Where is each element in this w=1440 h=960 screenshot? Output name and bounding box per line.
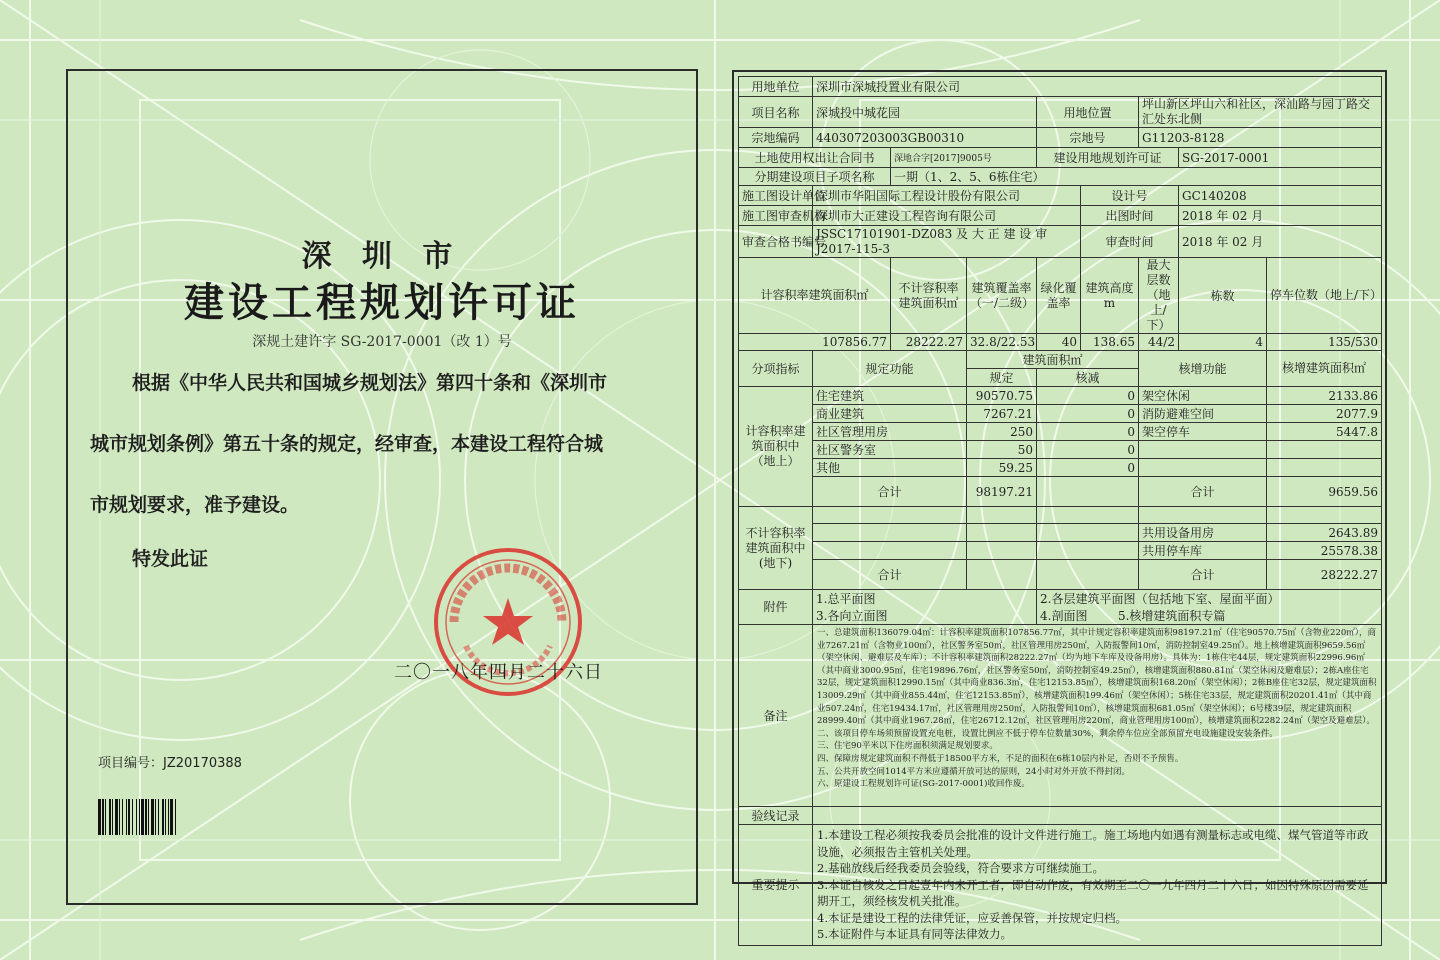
row-area-header-1: 分项指标 规定功能 建筑面积㎡ 核增功能 核增建筑面积㎡ (739, 351, 1382, 369)
above-row: 计容积率建筑面积中（地上） 住宅建筑 90570.75 0 架空休闲 2133.86 (739, 387, 1382, 405)
city-heading: 深 圳 市 (301, 239, 463, 274)
row-design-unit: 施工图设计单位 深圳市华阳国际工程设计股份有限公司 设计号 GC140208 (739, 186, 1382, 206)
certificate-body (90, 353, 680, 536)
row-review-cert: 审查合格书编号 JSSC17101901-DZ083 及 大 正 建 设 审 J2017-115-3 审查时间 2018 年 02 月 (739, 226, 1382, 258)
certificate-number: 深规土建许字 SG-2017-0001（改 1）号 (252, 334, 512, 350)
certificate-title: 建设工程规划许可证 (184, 280, 580, 326)
below-row: 不计容积率建筑面积中(地下) (739, 507, 1382, 524)
above-row: 商业建筑 7267.21 0 消防避难空间 2077.9 (739, 405, 1382, 423)
attachments-row: 附件 1.总平面图 2.各层建筑平面图（包括地下室、屋面平面） (739, 590, 1382, 608)
reminders-row: 重要提示 1.本建设工程必须按我委员会批准的设计文件进行施工。施工场地内如遇有测量标志或电缆、煤气管道等市政设施，必须报告主管机关处理。 2.基础放线后经我委员会验线，符合要求方可继续施工。 3.本证自核发之日起壹年内未开工者，即自动作废，有效期至二〇一九年四月二十六日；如因特殊原因需要延期开工，须经核发机关批准。 4.本证是建设工程的法律凭证，应妥善保管，并按规定归档。 5.本证附件与本证具有同等法律效力。 (739, 825, 1382, 946)
above-total-row: 合计 98197.21 合计 9659.56 (739, 477, 1382, 507)
row-project-name: 项目名称 深城投中城花园 用地位置 坪山新区坪山六和社区，深汕路与园丁路交汇处东北侧 (739, 97, 1382, 128)
row-stats-values: 107856.77 28222.27 32.8/22.53 40 138.65 44/2 4 135/530 (739, 334, 1382, 351)
row-land-contract: 土地使用权出让合同书 深地合字[2017]9005号 建设用地规划许可证 SG-2017-0001 (739, 148, 1382, 168)
below-total-row: 合计 合计 28222.27 (739, 560, 1382, 590)
attachments-row: 3.各向立面图 4.剖面图 5.核增建筑面积专篇 (739, 607, 1382, 625)
row-stats-headers: 计容积率建筑面积㎡ 不计容积率建筑面积㎡ 建筑覆盖率（一/二级） 绿化覆盖率 建筑高度m 最大层数（地上/下） 栋数 停车位数（地上/下） (739, 258, 1382, 334)
below-row: 共用设备用房 2643.89 (739, 524, 1382, 542)
body-line-1: 根据《中华人民共和国城乡规划法》第四十条和《深圳市 (132, 372, 608, 394)
above-row: 其他 59.25 0 (739, 459, 1382, 477)
row-review-agency: 施工图审查机构 深圳市大正建设工程咨询有限公司 出图时间 2018 年 02 月 (739, 206, 1382, 226)
above-row: 社区警务室 50 0 (739, 441, 1382, 459)
special-issue-text: 特发此证 (132, 548, 209, 570)
remarks-row: 备注 一、总建筑面积136079.04㎡：计容积率建筑面积107856.77㎡，其中计规定容积率建筑面积98197.21㎡（住宅90570.75㎡（含物业220㎡），商业7267.21㎡（含物业100㎡），社区警务室50㎡，社区管理用房250㎡，入防报警间10㎡，消防控制室49.25㎡）。地上核增建筑面积9659.56㎡（架空休闲、避难层及车库）；不计容积率建筑面积28222.27㎡（均为地下车库及设备用房）。具体为：1栋住宅44层，规定建筑面积22996.96㎡（其中商业3000.95㎡，住宅19896.76㎡，社区警务室50㎡，消防控制室49.25㎡），核增建筑面积880.81㎡（架空休闲及避难层）；2栋A座住宅32层，规定建筑面积12990.15㎡（其中商业836.3㎡，住宅12153.85㎡），核增建筑面积168.20㎡（架空休闲）；2栋B座住宅32层，规定建筑面积13009.29㎡（其中商业855.44㎡，住宅12153.85㎡），核增建筑面积199.46㎡（架空休闲）；5栋住宅33层，规定建筑面积20201.41㎡（其中商业507.24㎡，住宅19434.17㎡，社区管理用房250㎡，入防报警间10㎡），核增建筑面积681.05㎡（架空休闲）；6号楼39层，规定建筑面积28999.40㎡（其中商业1967.28㎡，住宅26712.12㎡，社区管理用房220㎡，商业管理用房100㎡），核增建筑面积2282.24㎡（架空及避难层）。 二、该项目停车场须预留设置充电桩，设置比例应不低于停车位数量30%，剩余停车位应全部预留充电设施建设安装条件。 三、住宅90平米以下住房面积须满足规划要求。 四、保障房规定建筑面积不得低于18500平方米，不足的面积在6栋10层内补足，否则不予预售。 五、公共开放空间1014平方米应遵循开放可达的原则，24小时对外开放不得封闭。 六、原建设工程规划许可证(SG-2017-0001)收回作废。 (739, 625, 1382, 807)
reminders-text: 1.本建设工程必须按我委员会批准的设计文件进行施工。施工场地内如遇有测量标志或电缆、煤气管道等市政设施，必须报告主管机关处理。 2.基础放线后经我委员会验线，符合要求方可继续施工。 3.本证自核发之日起壹年内未开工者，即自动作废，有效期至二〇一九年四月二十六日；如因特殊原因需要延期开工，须经核发机关批准。 4.本证是建设工程的法律凭证，应妥善保管，并按规定归档。 5.本证附件与本证具有同等法律效力。 (813, 825, 1382, 946)
body-line-2: 城市规划条例》第五十条的规定，经审查，本建设工程符合城 (90, 433, 604, 455)
row-phase-name: 分期建设项目子项名称 一期（1、2、5、6栋住宅） (739, 168, 1382, 186)
details-table (738, 76, 1382, 946)
above-row: 社区管理用房 250 0 架空停车 5447.8 (739, 423, 1382, 441)
certificate-details (732, 70, 1387, 941)
row-land-user: 用地单位 深圳市深城投置业有限公司 (739, 77, 1382, 97)
row-parcel-code: 宗地编码 440307203003GB00310 宗地号 G11203-8128 (739, 128, 1382, 148)
certificate-cover (66, 69, 698, 905)
barcode (98, 799, 270, 835)
project-number-value: JZ20170388 (163, 756, 242, 771)
remarks-text: 一、总建筑面积136079.04㎡：计容积率建筑面积107856.77㎡，其中计规定容积率建筑面积98197.21㎡（住宅90570.75㎡（含物业220㎡），商业7267.21㎡（含物业100㎡），社区警务室50㎡，社区管理用房250㎡，入防报警间10㎡，消防控制室49.25㎡）。地上核增建筑面积9659.56㎡（架空休闲、避难层及车库）；不计容积率建筑面积28222.27㎡（均为地下车库及设备用房）。具体为：1栋住宅44层，规定建筑面积22996.96㎡（其中商业3000.95㎡，住宅19896.76㎡，社区警务室50㎡，消防控制室49.25㎡），核增建筑面积880.81㎡（架空休闲及避难层）；2栋A座住宅32层，规定建筑面积12990.15㎡（其中商业836.3㎡，住宅12153.85㎡），核增建筑面积168.20㎡（架空休闲）；2栋B座住宅32层，规定建筑面积13009.29㎡（其中商业855.44㎡，住宅12153.85㎡），核增建筑面积199.46㎡（架空休闲）；5栋住宅33层，规定建筑面积20201.41㎡（其中商业507.24㎡，住宅19434.17㎡，社区管理用房250㎡，入防报警间10㎡），核增建筑面积681.05㎡（架空休闲）；6号楼39层，规定建筑面积28999.40㎡（其中商业1967.28㎡，住宅26712.12㎡，社区管理用房220㎡，商业管理用房100㎡），核增建筑面积2282.24㎡（架空及避难层）。 二、该项目停车场须预留设置充电桩，设置比例应不低于停车位数量30%，剩余停车位应全部预留充电设施建设安装条件。 三、住宅90平米以下住房面积须满足规划要求。 四、保障房规定建筑面积不得低于18500平方米，不足的面积在6栋10层内补足，否则不予预售。 五、公共开放空间1014平方米应遵循开放可达的原则，24小时对外开放不得封闭。 六、原建设工程规划许可证(SG-2017-0001)收回作废。 (813, 625, 1382, 807)
below-row: 共用停车库 25578.38 (739, 542, 1382, 560)
row-area-header-2: 规定 核减 (739, 369, 1382, 387)
inspection-row: 验线记录 (739, 807, 1382, 825)
issue-date: 二〇一八年四月二十六日 (394, 662, 603, 683)
body-line-3: 市规划要求，准予建设。 (90, 494, 300, 516)
project-number-label: 项目编号： (98, 756, 164, 771)
project-number (98, 752, 242, 771)
barcode-bar (176, 799, 178, 835)
